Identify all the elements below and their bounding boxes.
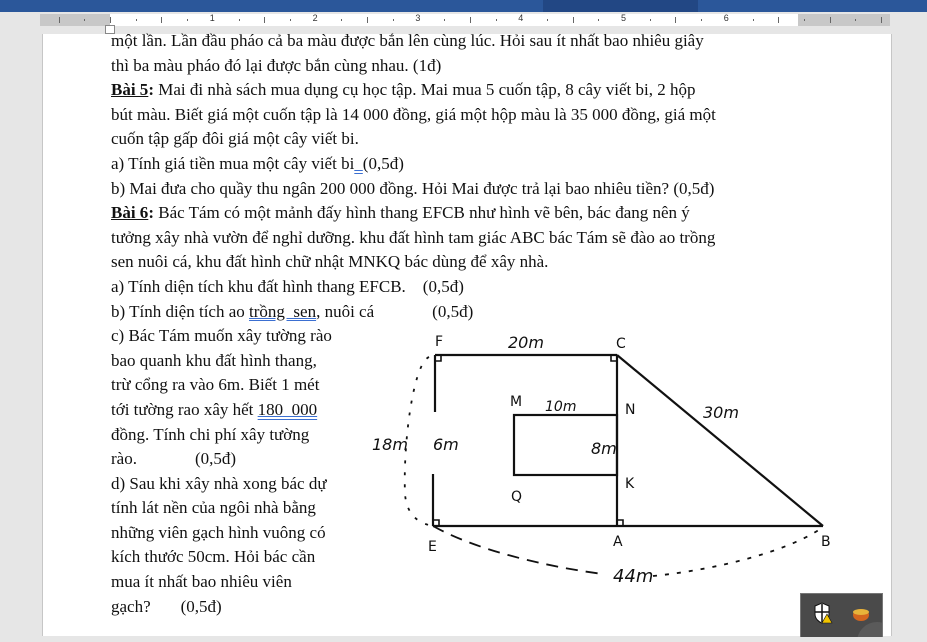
ruler-tick xyxy=(650,19,651,21)
text-line: đồng. Tính chi phí xây tường xyxy=(111,424,310,444)
ruler-tick xyxy=(187,19,188,21)
label-f: F xyxy=(435,334,444,350)
bai5-colon: : xyxy=(148,80,154,100)
label-b: B xyxy=(821,534,831,550)
fence-44m-dashed xyxy=(433,526,603,574)
bai5-label: Bài 5 xyxy=(111,80,149,100)
bai6-line xyxy=(111,201,801,226)
fence-18m-dashed xyxy=(405,357,433,526)
bai6-question-c xyxy=(111,324,361,472)
text-line: trừ cổng ra vào 6m. Biết 1 mét xyxy=(111,375,320,395)
measure-ef: 18m xyxy=(372,435,408,454)
bai6-label: Bài 6 xyxy=(111,203,149,223)
ruler-tick xyxy=(675,17,676,23)
question-text: tới tường rao xây hết xyxy=(111,399,258,419)
label-n: N xyxy=(625,402,636,418)
ruler-number: 6 xyxy=(723,13,729,23)
text-line: tính lát nền của ngôi nhà bằng xyxy=(111,498,316,518)
measure-gate: 6m xyxy=(433,435,459,454)
ruler-tick xyxy=(496,19,497,21)
grammar-underline[interactable] xyxy=(354,154,363,173)
question-text: , nuôi cá xyxy=(316,301,375,321)
text-line: mua ít nhất bao nhiêu viên xyxy=(111,572,292,592)
fence-44m-dotted xyxy=(653,527,823,576)
ruler-tick xyxy=(547,19,548,21)
question-text: gạch? xyxy=(111,596,151,616)
ruler-tick xyxy=(393,19,394,21)
ruler-tick xyxy=(136,19,137,21)
system-tray-popup xyxy=(800,593,883,637)
ruler-tick xyxy=(778,17,779,23)
text-line: tưởng xây nhà vườn để nghỉ dưỡng. khu đất hình tam giác ABC bác Tám sẽ đào ao trồng xyxy=(111,227,716,247)
ruler-tick xyxy=(264,17,265,23)
ruler-tick xyxy=(84,19,85,21)
ruler-tick xyxy=(239,19,240,21)
score: (0,5đ) xyxy=(432,301,474,321)
bai6-text: Bác Tám có một mảnh đấy hình thang EFCB như hình vẽ bên, bác đang nên ý xyxy=(153,203,690,223)
grammar-underline[interactable]: 180 000 xyxy=(257,399,318,419)
text-line: thì ba màu pháo đó lại được bắn cùng nhau. (1đ) xyxy=(111,55,442,75)
score: (0,5đ) xyxy=(362,153,404,173)
ruler-tick xyxy=(598,19,599,21)
figure-lines xyxy=(433,355,823,526)
text-line: bút màu. Biết giá một cuốn tập là 14 000 đồng, giá một hộp màu là 35 000 đồng, giá một xyxy=(111,104,716,124)
ruler-number: 2 xyxy=(312,13,318,23)
label-a: A xyxy=(613,534,623,550)
ruler-tick xyxy=(753,19,754,21)
text-line: d) Sau khi xây nhà xong bác dự xyxy=(111,473,327,493)
measure-nk: 8m xyxy=(591,439,617,458)
label-e: E xyxy=(428,539,437,555)
ruler-tick xyxy=(881,17,882,23)
ruler-number: 4 xyxy=(518,13,524,23)
label-m: M xyxy=(510,394,523,410)
ruler-tick xyxy=(110,17,111,23)
bai6-question-d xyxy=(111,472,361,620)
score: (0,5đ) xyxy=(194,449,237,469)
ruler-tick xyxy=(804,19,805,21)
ruler-number: 3 xyxy=(415,13,421,23)
ribbon-bar xyxy=(0,0,927,12)
text-line: c) Bác Tám muốn xây tường rào xyxy=(111,326,332,346)
ruler-tick xyxy=(444,19,445,21)
text-line: những viên gạch hình vuông có xyxy=(111,522,326,542)
measure-mn: 10m xyxy=(545,399,577,415)
shield-warning-icon[interactable] xyxy=(815,603,832,623)
measure-fc: 20m xyxy=(508,333,544,352)
ruler-tick xyxy=(573,17,574,23)
bai6-colon: : xyxy=(148,203,154,223)
trapezoid-figure[interactable] xyxy=(363,324,883,624)
label-c: C xyxy=(616,336,626,352)
text-line: cuốn tập gấp đôi giá một cây viết bi. xyxy=(111,129,359,149)
grammar-underline[interactable]: trồng sen xyxy=(249,301,317,321)
question-text: rào. xyxy=(111,449,137,469)
text-line: kích thước 50cm. Hỏi bác cần xyxy=(111,547,316,567)
bai5-text: Mai đi nhà sách mua dụng cụ học tập. Mai mua 5 cuốn tập, 8 cây viết bi, 2 hộp xyxy=(153,80,696,100)
measure-eb: 44m xyxy=(613,566,654,587)
text-line: một lần. Lần đầu pháo cả ba màu được bắn lên cùng lúc. Hỏi sau ít nhất bao nhiêu giây xyxy=(111,31,704,50)
score: (0,5đ) xyxy=(180,596,222,616)
ruler-tick xyxy=(830,17,831,23)
app-icon[interactable] xyxy=(853,609,869,621)
label-k: K xyxy=(625,476,635,492)
bai5-question-a xyxy=(111,152,801,177)
ruler-tick xyxy=(701,19,702,21)
bai5-question-b: b) Mai đưa cho quầy thu ngân 200 000 đồng. Hỏi Mai được trả lại bao nhiêu tiền? (0,5đ) xyxy=(111,178,715,198)
tray-shadow xyxy=(857,622,882,637)
tray-icons xyxy=(801,594,882,637)
ruler-number: 5 xyxy=(621,13,627,23)
label-q: Q xyxy=(511,489,523,505)
measure-cb: 30m xyxy=(703,403,739,422)
segment-cb xyxy=(617,355,823,526)
ruler-tick xyxy=(367,17,368,23)
text-line: bao quanh khu đất hình thang, xyxy=(111,350,317,370)
ruler-number: 1 xyxy=(209,13,215,23)
question-text: b) Tính diện tích ao xyxy=(111,301,250,321)
ruler-tick xyxy=(290,19,291,21)
bai5-line xyxy=(111,78,801,103)
ruler-tick xyxy=(59,17,60,23)
horizontal-ruler[interactable] xyxy=(40,14,890,26)
question-text: a) Tính giá tiền mua một cây viết bi xyxy=(111,153,355,173)
ruler-tick xyxy=(855,19,856,21)
ribbon-active-tab[interactable] xyxy=(543,0,698,12)
text-line: sen nuôi cá, khu đất hình chữ nhật MNKQ bác dùng để xây nhà. xyxy=(111,252,549,272)
bai6-question-a: a) Tính diện tích khu đất hình thang EFCB. (0,5đ) xyxy=(111,276,464,296)
ruler-tick xyxy=(470,17,471,23)
bai6-question-b xyxy=(111,300,801,325)
document-page[interactable] xyxy=(42,31,892,636)
ruler-tick xyxy=(161,17,162,23)
ruler-tick xyxy=(341,19,342,21)
